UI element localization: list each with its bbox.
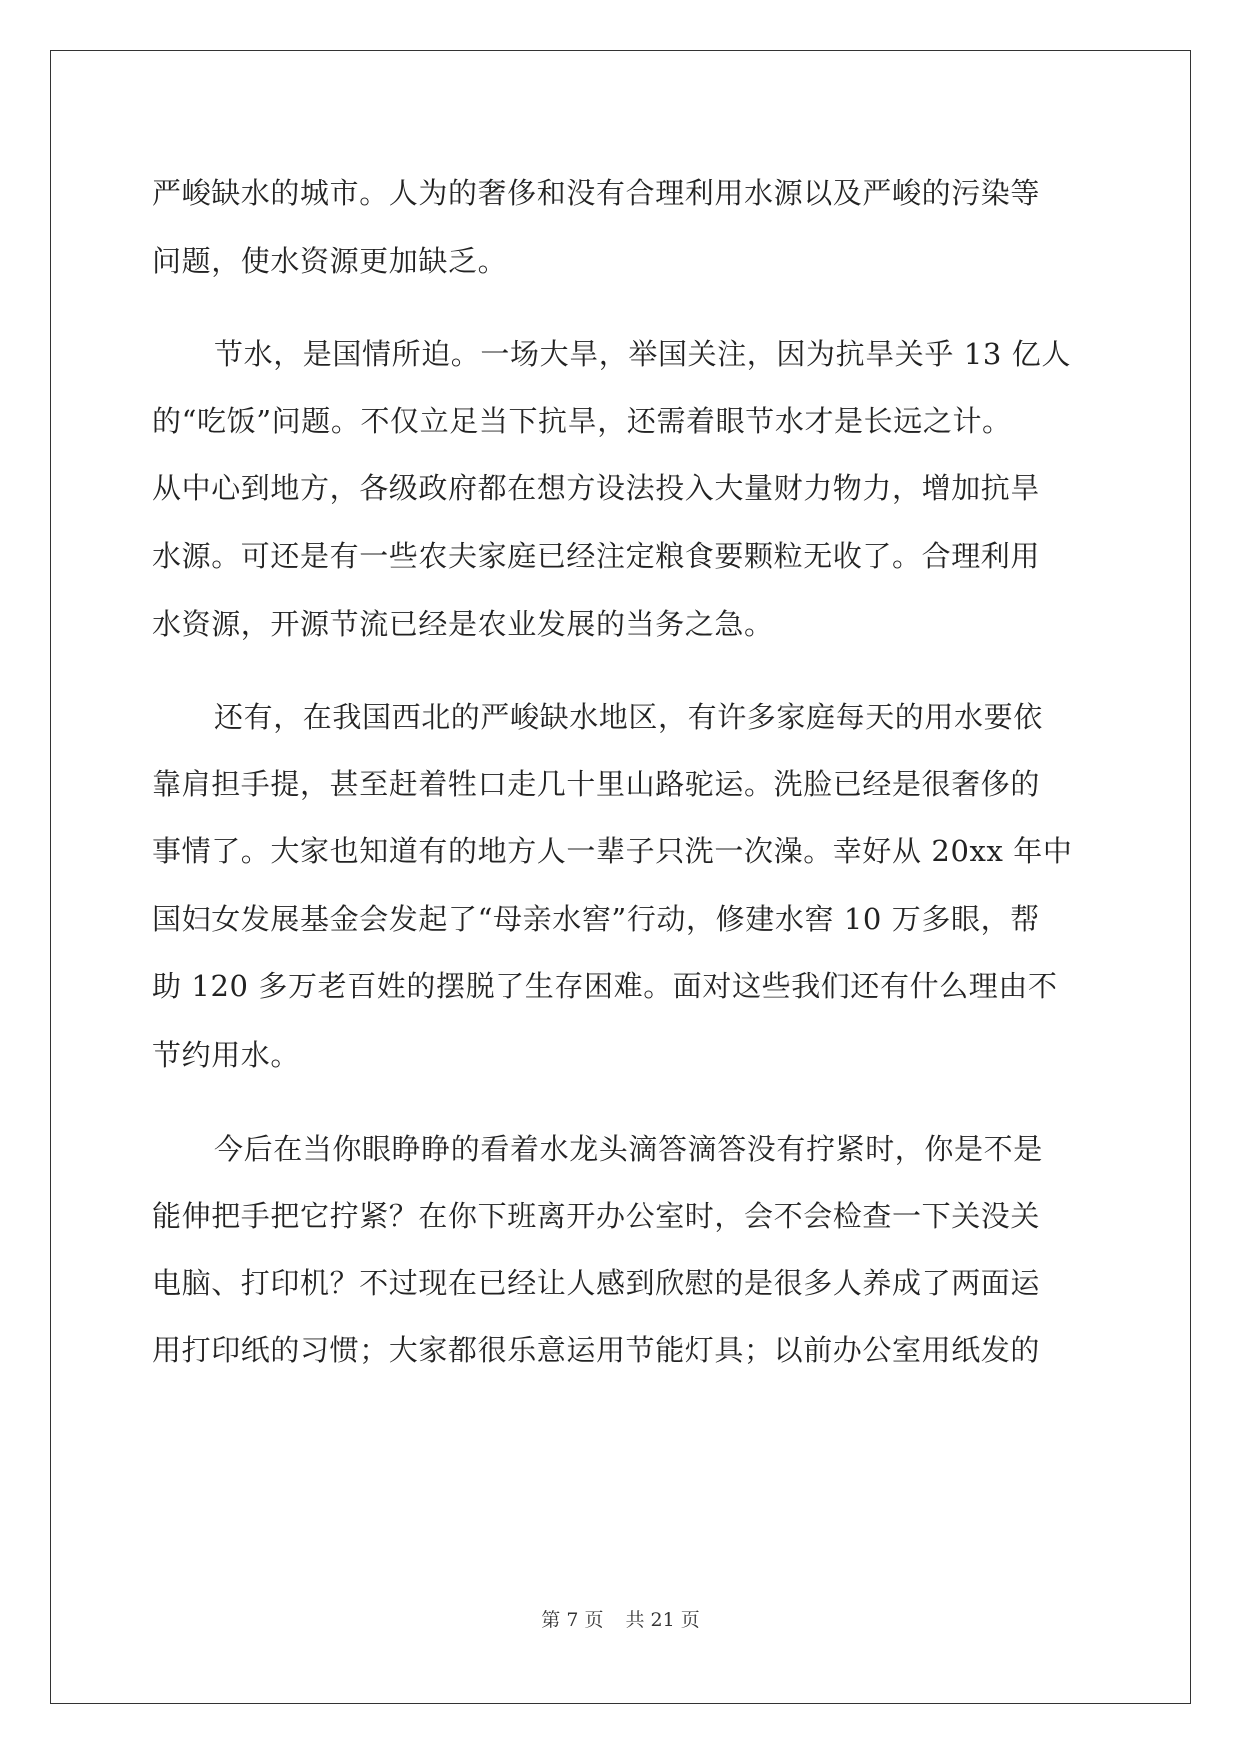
text-line: 严峻缺水的城市。人为的奢侈和没有合理利用水源以及严峻的污染等 <box>152 176 1041 210</box>
text-line: 的“吃饭”问题。不仅立足当下抗旱，还需着眼节水才是长远之计。 <box>152 404 1012 438</box>
text-line: 用打印纸的习惯；大家都很乐意运用节能灯具；以前办公室用纸发的 <box>152 1333 1041 1367</box>
page-number: 第 7 页 <box>541 1609 604 1631</box>
paragraph-first-line: 还有，在我国西北的严峻缺水地区，有许多家庭每天的用水要依 <box>214 700 1043 734</box>
page-total: 共 21 页 <box>625 1609 700 1631</box>
text-line: 电脑、打印机？不过现在已经让人感到欣慰的是很多人养成了两面运 <box>152 1266 1041 1300</box>
text-line: 水资源，开源节流已经是农业发展的当务之急。 <box>152 607 774 641</box>
paragraph-first-line: 今后在当你眼睁睁的看着水龙头滴答滴答没有拧紧时，你是不是 <box>214 1132 1043 1166</box>
paragraph-first-line: 节水，是国情所迫。一场大旱，举国关注，因为抗旱关乎 13 亿人 <box>214 337 1071 371</box>
text-line: 从中心到地方，各级政府都在想方设法投入大量财力物力，增加抗旱 <box>152 471 1041 505</box>
text-line: 靠肩担手提，甚至赶着牲口走几十里山路驼运。洗脸已经是很奢侈的 <box>152 767 1041 801</box>
text-line: 助 120 多万老百姓的摆脱了生存困难。面对这些我们还有什么理由不 <box>152 969 1058 1003</box>
page-border <box>50 50 1191 1704</box>
text-line: 事情了。大家也知道有的地方人一辈子只洗一次澡。幸好从 20xx 年中 <box>152 834 1073 868</box>
text-line: 国妇女发展基金会发起了“母亲水窖”行动，修建水窖 10 万多眼，帮 <box>152 902 1040 936</box>
page-footer <box>0 1605 1241 1632</box>
text-line: 问题，使水资源更加缺乏。 <box>152 244 508 278</box>
text-line: 节约用水。 <box>152 1038 301 1072</box>
text-line: 能伸把手把它拧紧？在你下班离开办公室时，会不会检查一下关没关 <box>152 1199 1041 1233</box>
text-line: 水源。可还是有一些农夫家庭已经注定粮食要颗粒无收了。合理利用 <box>152 539 1041 573</box>
